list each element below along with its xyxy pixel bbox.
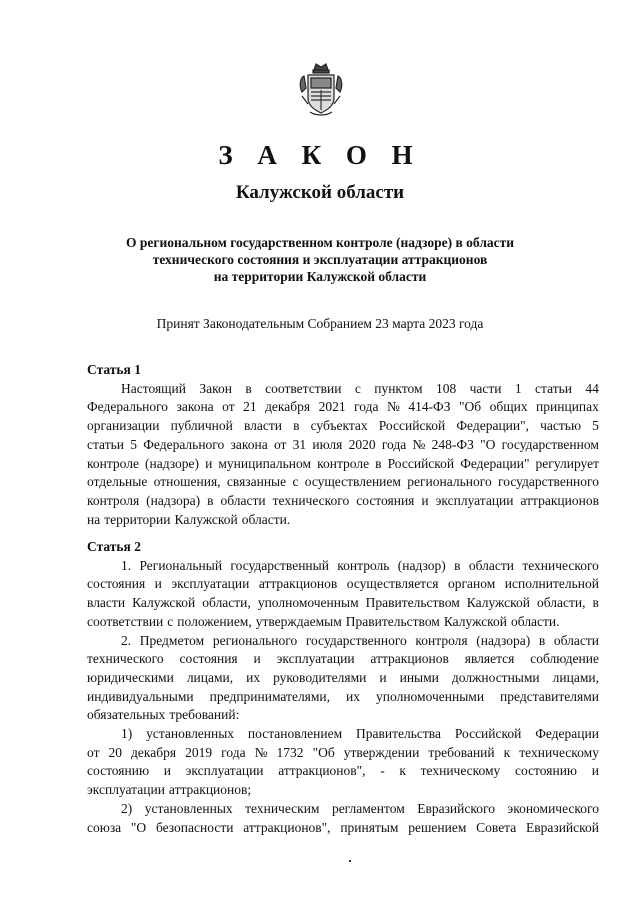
word: и <box>591 763 599 779</box>
article-heading: Статья 1 <box>87 362 141 377</box>
word: "О <box>130 819 147 835</box>
word: безопасности <box>155 819 234 835</box>
word: в <box>245 380 252 396</box>
law-name-line: на территории Калужской области <box>213 269 427 284</box>
word: принципах <box>536 399 599 415</box>
word: аттракционов <box>370 651 449 667</box>
word: Калужской <box>466 595 530 611</box>
word: соответствии <box>87 613 164 629</box>
word: положением, <box>177 613 252 629</box>
word: и <box>205 455 213 471</box>
word: технического <box>522 557 599 573</box>
word: состояния <box>87 576 146 592</box>
word: в <box>592 595 599 611</box>
word: осуществлением <box>304 474 401 490</box>
word: предпринимателями, <box>209 688 331 704</box>
word: (надзор) <box>397 557 446 573</box>
word: аттракционов <box>258 576 338 592</box>
word: в <box>293 418 300 434</box>
word: от <box>273 436 287 452</box>
word: иными <box>399 669 439 685</box>
word: состояния <box>179 651 238 667</box>
word: Федерации", <box>456 418 530 434</box>
word: 2. <box>121 632 132 648</box>
word: утверждении <box>343 744 420 760</box>
text-line <box>87 575 599 594</box>
word: уполномоченным <box>257 595 359 611</box>
word: регионального <box>407 474 492 490</box>
law-name-line: О региональном государственном контроле (надзоре) в области <box>125 235 515 250</box>
word: 2019 <box>185 744 213 760</box>
word: техническому <box>519 744 599 760</box>
word: области. <box>511 613 560 629</box>
article-2 <box>87 538 599 837</box>
word: 2) <box>121 800 133 816</box>
word: контроле <box>87 455 139 471</box>
word: организации <box>87 418 160 434</box>
word: принятым <box>340 819 399 835</box>
word: - <box>380 763 385 779</box>
word: Настоящий <box>121 380 187 396</box>
word: контроль <box>337 557 390 573</box>
text-line <box>87 380 599 399</box>
word: (надзоре) <box>145 455 200 471</box>
word: состояния <box>356 492 415 508</box>
word: требований: <box>169 707 240 723</box>
word: с <box>167 613 174 629</box>
word: Правительством <box>365 595 460 611</box>
word: техническому <box>420 763 501 779</box>
word: области <box>468 557 514 573</box>
text-line <box>87 511 599 530</box>
word: Региональный <box>139 557 223 573</box>
word: отдельные <box>87 474 148 490</box>
word: Евразийского <box>417 800 495 816</box>
word: контроля <box>87 492 140 508</box>
word: к <box>503 744 511 760</box>
word: к <box>399 763 406 779</box>
word: решением <box>408 819 467 835</box>
word: статьи <box>535 380 573 396</box>
text-line <box>87 669 599 688</box>
word: 1. <box>121 557 132 573</box>
word: части <box>469 380 502 396</box>
word: государственного <box>498 474 599 490</box>
word: технического <box>87 651 164 667</box>
text-line <box>87 455 599 474</box>
word: Российской <box>454 726 522 742</box>
word: Евразийской <box>526 819 599 835</box>
word: в <box>538 632 546 648</box>
document-title: З А К О Н <box>218 140 422 170</box>
word: Российской <box>387 455 455 471</box>
word: лицами, <box>552 669 599 685</box>
word: 21 <box>243 399 257 415</box>
word: "О <box>480 436 496 452</box>
word: области <box>553 632 599 648</box>
word: исполнительной <box>504 576 599 592</box>
word: области <box>220 492 266 508</box>
word: и <box>154 576 162 592</box>
word: в <box>375 455 382 471</box>
word: (надзора) <box>146 492 201 508</box>
word: 2021 <box>318 399 346 415</box>
word: государственном <box>501 436 599 452</box>
word: и <box>379 669 387 685</box>
law-name <box>0 234 640 285</box>
word: утверждаемым <box>255 613 342 629</box>
word: государственного <box>305 632 407 648</box>
word: государственный <box>230 557 329 573</box>
word: декабря <box>265 399 311 415</box>
text-line <box>87 744 599 763</box>
word: отношения, <box>153 474 221 490</box>
word: Закон <box>199 380 233 396</box>
word: обязательных <box>87 707 166 723</box>
word: аттракционов <box>520 492 599 508</box>
word: Российской <box>378 418 446 434</box>
word: частью <box>540 418 582 434</box>
word: власти <box>243 418 282 434</box>
word: от <box>222 399 235 415</box>
word: пунктом <box>374 380 423 396</box>
word: года <box>381 436 407 452</box>
word: регионального <box>212 632 298 648</box>
word: Федерации <box>535 726 599 742</box>
word: состоянию <box>87 763 150 779</box>
text-line <box>87 613 599 632</box>
text-line <box>87 594 599 613</box>
word: установленных <box>144 800 233 816</box>
word: № <box>412 436 426 452</box>
word: муниципальном <box>218 455 312 471</box>
text-line <box>87 473 599 492</box>
text-line <box>87 492 599 511</box>
word: требований <box>428 744 495 760</box>
word: года <box>221 744 246 760</box>
word: закона <box>176 399 214 415</box>
word: регулирует <box>535 455 599 471</box>
word: статьи <box>87 436 124 452</box>
word: Правительством <box>345 613 440 629</box>
word: экономического <box>507 800 599 816</box>
word: области, <box>536 595 586 611</box>
word: состоянию <box>514 763 578 779</box>
word: "Об <box>458 399 482 415</box>
word: 1 <box>514 380 522 396</box>
word: 108 <box>435 380 457 396</box>
text-line <box>87 688 599 707</box>
text-line <box>87 800 599 819</box>
word: в <box>454 557 461 573</box>
text-line <box>87 819 599 838</box>
word: эксплуатации <box>435 492 514 508</box>
word: от <box>87 744 100 760</box>
word: Калужской <box>443 613 508 629</box>
word: Федерального <box>87 399 169 415</box>
text-line <box>87 632 599 651</box>
word: № <box>386 399 400 415</box>
word: Калужской <box>132 595 196 611</box>
adoption-note: Принят Законодательным Собранием 23 марта 2023 года <box>156 316 484 331</box>
coat-of-arms-emblem <box>296 60 346 118</box>
text-line <box>87 650 599 669</box>
word: эксплуатации <box>276 651 355 667</box>
word: июля <box>312 436 343 452</box>
word: органом <box>447 576 496 592</box>
word: аттракционов; <box>168 782 252 798</box>
word: эксплуатации <box>171 576 250 592</box>
word: контроля <box>415 632 468 648</box>
word: представителями <box>500 688 599 704</box>
word: технического <box>272 492 350 508</box>
text-line <box>87 762 599 781</box>
text-line <box>87 557 599 576</box>
word: 31 <box>292 436 307 452</box>
law-name-line: технического состояния и эксплуатации аттракционов <box>152 252 488 267</box>
word: лицами, <box>186 669 234 685</box>
article-1 <box>87 361 599 529</box>
word: Правительства <box>356 726 441 742</box>
word: в <box>207 492 214 508</box>
word: Совета <box>476 819 517 835</box>
word: осуществляется <box>346 576 439 592</box>
word: № <box>254 744 268 760</box>
word: эксплуатации <box>185 763 264 779</box>
word: 248-ФЗ <box>431 436 474 452</box>
text-line <box>87 725 599 744</box>
word: эксплуатации <box>87 782 165 798</box>
text-line <box>87 781 599 800</box>
word: установленных <box>146 726 235 742</box>
word: техническим <box>245 800 320 816</box>
text-line <box>87 706 599 725</box>
word: с <box>354 380 361 396</box>
word: юридическими <box>87 669 174 685</box>
word: общих <box>489 399 528 415</box>
word: территории <box>104 511 171 527</box>
word: союза <box>87 819 122 835</box>
word: области. <box>241 511 291 527</box>
word: аттракционов", <box>278 763 366 779</box>
word: 1732 <box>276 744 304 760</box>
word: 2020 <box>348 436 376 452</box>
word: (надзора) <box>476 632 531 648</box>
word: на <box>87 511 101 527</box>
word: должностными <box>451 669 540 685</box>
word: с <box>292 474 299 490</box>
word: Федерации" <box>460 455 530 471</box>
word: постановлением <box>247 726 343 742</box>
word: их <box>246 669 261 685</box>
word: их <box>346 688 361 704</box>
word: 414-ФЗ <box>408 399 451 415</box>
word: субъектах <box>310 418 368 434</box>
word: является <box>464 651 515 667</box>
word: контроле <box>317 455 370 471</box>
word: соблюдение <box>530 651 599 667</box>
word: 20 <box>108 744 123 760</box>
word: 5 <box>592 418 599 434</box>
word: года <box>354 399 379 415</box>
word: индивидуальными <box>87 688 194 704</box>
word: 44 <box>585 380 599 396</box>
word: и <box>421 492 429 508</box>
text-line <box>87 436 599 455</box>
word: декабря <box>131 744 177 760</box>
word: и <box>163 763 171 779</box>
word: руководителями <box>273 669 367 685</box>
word: "Об <box>312 744 335 760</box>
word: власти <box>87 595 126 611</box>
word: и <box>253 651 261 667</box>
page-mark <box>349 860 351 862</box>
word: публичной <box>170 418 233 434</box>
word: области, <box>202 595 251 611</box>
word: связанные <box>226 474 287 490</box>
word: 1) <box>121 726 133 742</box>
word: Предметом <box>139 632 205 648</box>
word: регламентом <box>331 800 405 816</box>
word: соответствии <box>265 380 342 396</box>
region-subtitle: Калужской области <box>235 182 405 203</box>
word: закона <box>230 436 268 452</box>
word: аттракционов", <box>243 819 331 835</box>
word: уполномоченными <box>376 688 485 704</box>
word: 5 <box>130 436 137 452</box>
article-heading: Статья 2 <box>87 539 141 554</box>
text-line <box>87 417 599 436</box>
text-line <box>87 398 599 417</box>
word: Федерального <box>143 436 225 452</box>
word: Калужской <box>174 511 238 527</box>
